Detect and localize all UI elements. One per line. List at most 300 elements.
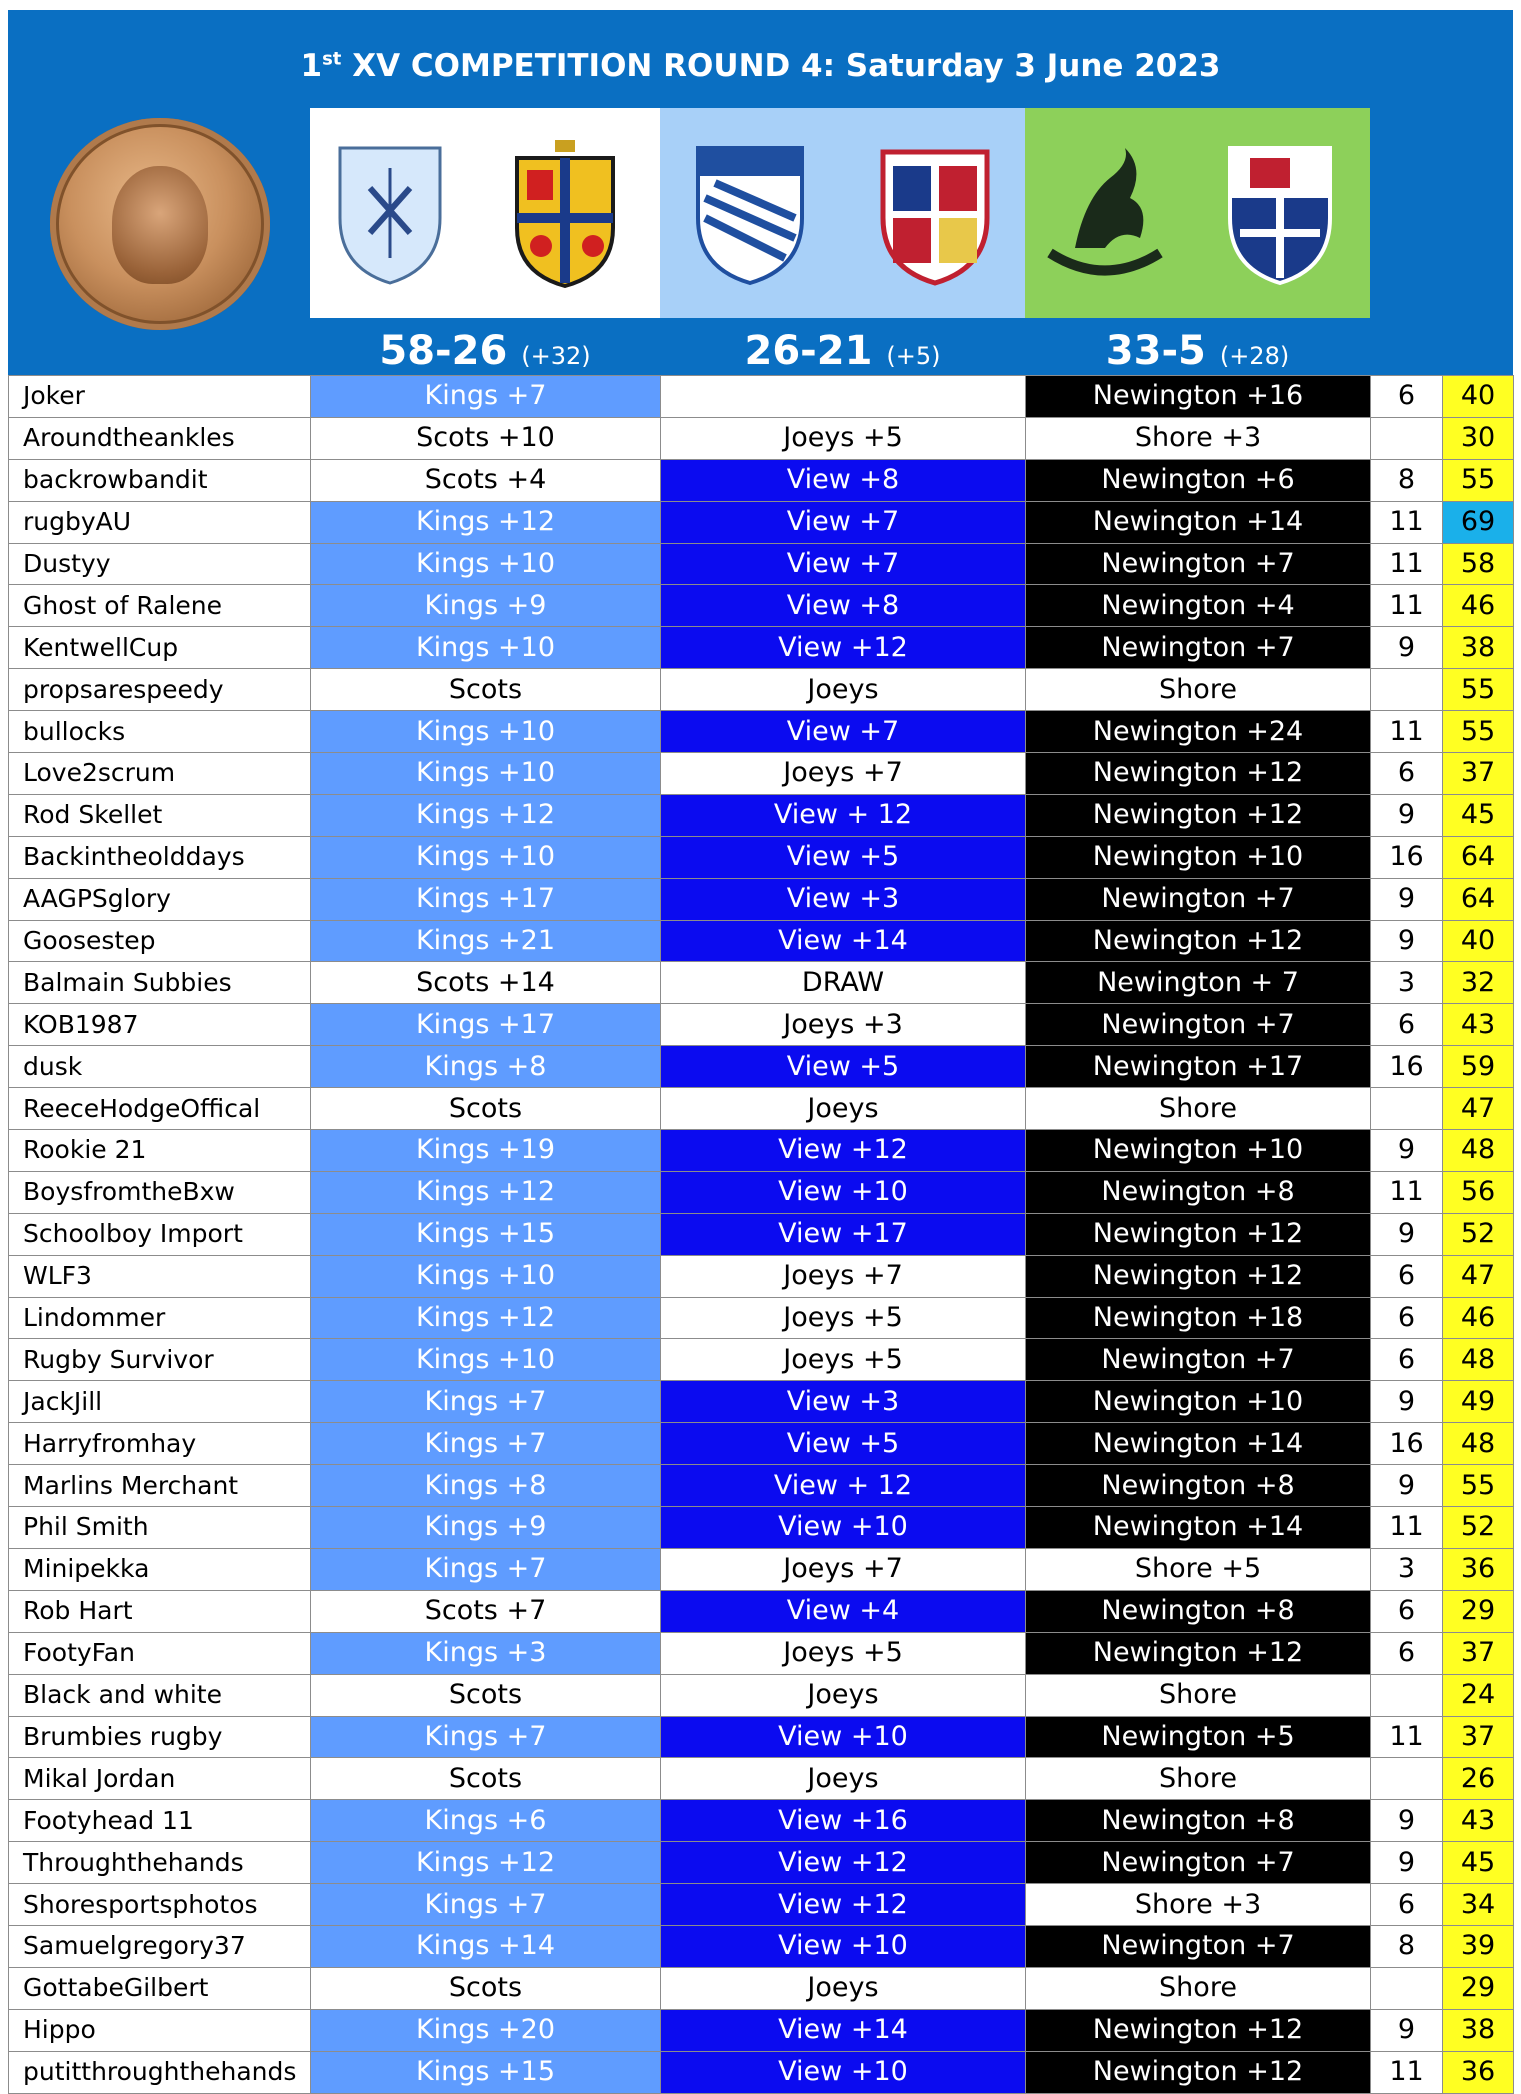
total-points: 64 [1443, 836, 1514, 878]
total-points: 69 [1443, 501, 1514, 543]
game2-score-value: 26-21 [744, 328, 873, 374]
game1-tip: Scots [311, 1674, 661, 1716]
game3-tip: Newington +5 [1026, 1716, 1371, 1758]
game3-tip: Newington +12 [1026, 753, 1371, 795]
game1-tip: Kings +7 [311, 1548, 661, 1590]
game2-tip: View +7 [661, 501, 1026, 543]
total-points: 38 [1443, 2009, 1514, 2051]
total-points: 36 [1443, 2051, 1514, 2093]
table-row [9, 543, 1514, 585]
table-row [9, 1088, 1514, 1130]
round-points: 11 [1371, 1171, 1443, 1213]
game1-tip: Kings +12 [311, 1842, 661, 1884]
tipping-table-body [9, 376, 1514, 2094]
game3-tip: Newington +8 [1026, 1171, 1371, 1213]
round-points: 11 [1371, 1507, 1443, 1549]
table-row [9, 878, 1514, 920]
game3-tip: Newington +14 [1026, 501, 1371, 543]
game2-crests [660, 108, 1025, 318]
tipper-name: Rookie 21 [9, 1130, 311, 1172]
total-points: 55 [1443, 1465, 1514, 1507]
total-points: 29 [1443, 1590, 1514, 1632]
game2-tip: View +10 [661, 1171, 1026, 1213]
game3-tip: Shore +3 [1026, 1884, 1371, 1926]
game1-tip: Kings +9 [311, 585, 661, 627]
game2-tip: View +7 [661, 543, 1026, 585]
round-points [1371, 1758, 1443, 1800]
game2-tip: View +17 [661, 1213, 1026, 1255]
game2-tip: View +8 [661, 585, 1026, 627]
tipper-name: Rob Hart [9, 1590, 311, 1632]
header-banner [8, 10, 1513, 375]
game3-tip: Newington +17 [1026, 1046, 1371, 1088]
table-row [9, 1465, 1514, 1507]
table-row [9, 501, 1514, 543]
table-row [9, 1842, 1514, 1884]
game2-tip: View +12 [661, 1130, 1026, 1172]
total-points: 46 [1443, 585, 1514, 627]
round-points: 6 [1371, 1255, 1443, 1297]
round-points [1371, 1088, 1443, 1130]
game2-tip: View +4 [661, 1590, 1026, 1632]
round-points: 9 [1371, 1381, 1443, 1423]
total-points: 47 [1443, 1255, 1514, 1297]
game1-tip: Kings +7 [311, 1716, 661, 1758]
round-points: 11 [1371, 543, 1443, 585]
tipper-name: Dustyy [9, 543, 311, 585]
tipper-name: Backintheolddays [9, 836, 311, 878]
game1-tip: Kings +9 [311, 1507, 661, 1549]
game3-margin: (+28) [1219, 342, 1290, 370]
newington-crest-icon [1045, 138, 1165, 288]
game3-tip: Newington +7 [1026, 543, 1371, 585]
game3-tip: Newington +10 [1026, 1381, 1371, 1423]
game3-tip: Newington +4 [1026, 585, 1371, 627]
game3-tip: Newington +12 [1026, 1255, 1371, 1297]
game3-tip: Shore [1026, 1967, 1371, 2009]
game3-tip: Newington +12 [1026, 794, 1371, 836]
game1-tip: Kings +3 [311, 1632, 661, 1674]
game2-tip: Joeys +5 [661, 1339, 1026, 1381]
game3-tip: Newington +6 [1026, 459, 1371, 501]
game1-tip: Kings +12 [311, 1171, 661, 1213]
game1-tip: Scots [311, 1758, 661, 1800]
round-points: 11 [1371, 1716, 1443, 1758]
game3-tip: Newington +10 [1026, 836, 1371, 878]
tipper-name: FootyFan [9, 1632, 311, 1674]
total-points: 36 [1443, 1548, 1514, 1590]
game2-margin: (+5) [886, 342, 941, 370]
total-points: 46 [1443, 1297, 1514, 1339]
tipper-name: Phil Smith [9, 1507, 311, 1549]
game2-tip: View + 12 [661, 1465, 1026, 1507]
game2-tip: Joeys [661, 1674, 1026, 1716]
game2-tip: Joeys +3 [661, 1004, 1026, 1046]
tipper-name: Ghost of Ralene [9, 585, 311, 627]
game1-tip: Kings +10 [311, 711, 661, 753]
total-points: 37 [1443, 753, 1514, 795]
page [8, 10, 1513, 2094]
game1-tip: Kings +21 [311, 920, 661, 962]
tipper-name: ReeceHodgeOffical [9, 1088, 311, 1130]
table-row [9, 920, 1514, 962]
game1-score [310, 328, 660, 374]
game3-tip: Newington +14 [1026, 1423, 1371, 1465]
game2-tip: View +3 [661, 878, 1026, 920]
total-points: 43 [1443, 1800, 1514, 1842]
total-points: 48 [1443, 1423, 1514, 1465]
game3-tip: Newington +12 [1026, 2051, 1371, 2093]
total-points: 24 [1443, 1674, 1514, 1716]
table-row [9, 585, 1514, 627]
round-points: 16 [1371, 1046, 1443, 1088]
game2-tip: View +10 [661, 1716, 1026, 1758]
tipping-table [8, 375, 1514, 2094]
round-points: 9 [1371, 878, 1443, 920]
game2-tip [661, 376, 1026, 418]
round-points: 6 [1371, 1297, 1443, 1339]
kings-crest-icon [330, 138, 450, 288]
game1-tip: Kings +10 [311, 1255, 661, 1297]
game1-tip: Kings +7 [311, 1423, 661, 1465]
tipper-name: Black and white [9, 1674, 311, 1716]
title-superscript: st [322, 48, 342, 70]
total-points: 29 [1443, 1967, 1514, 2009]
game3-tip: Newington +12 [1026, 1632, 1371, 1674]
game2-tip: View +10 [661, 1507, 1026, 1549]
tipper-name: GottabeGilbert [9, 1967, 311, 2009]
total-points: 55 [1443, 669, 1514, 711]
tipper-name: Samuelgregory37 [9, 1925, 311, 1967]
page-title [8, 48, 1513, 84]
game3-tip: Newington +18 [1026, 1297, 1371, 1339]
game2-tip: Joeys +5 [661, 1632, 1026, 1674]
tipper-name: JackJill [9, 1381, 311, 1423]
round-points: 9 [1371, 1213, 1443, 1255]
game1-tip: Scots +4 [311, 459, 661, 501]
table-row [9, 753, 1514, 795]
game1-tip: Kings +7 [311, 1884, 661, 1926]
total-points: 39 [1443, 1925, 1514, 1967]
game3-tip: Newington +24 [1026, 711, 1371, 753]
game1-tip: Kings +19 [311, 1130, 661, 1172]
medal-face-icon [112, 166, 208, 284]
game2-tip: View +3 [661, 1381, 1026, 1423]
game3-tip: Shore [1026, 1088, 1371, 1130]
game3-tip: Newington +12 [1026, 2009, 1371, 2051]
tipper-name: Footyhead 11 [9, 1800, 311, 1842]
tipper-name: bullocks [9, 711, 311, 753]
game3-tip: Shore [1026, 1674, 1371, 1716]
aagps-medal-icon [50, 118, 270, 330]
tipper-name: AAGPSglory [9, 878, 311, 920]
game1-tip: Kings +7 [311, 376, 661, 418]
total-points: 52 [1443, 1507, 1514, 1549]
game2-tip: View +12 [661, 1842, 1026, 1884]
game1-tip: Scots +14 [311, 962, 661, 1004]
game3-tip: Newington +14 [1026, 1507, 1371, 1549]
tipper-name: Harryfromhay [9, 1423, 311, 1465]
table-row [9, 1925, 1514, 1967]
round-points: 9 [1371, 1465, 1443, 1507]
tipper-name: Schoolboy Import [9, 1213, 311, 1255]
game2-tip: View +8 [661, 459, 1026, 501]
tipper-name: KOB1987 [9, 1004, 311, 1046]
game2-score [660, 328, 1025, 374]
tipper-name: Joker [9, 376, 311, 418]
game1-tip: Kings +10 [311, 753, 661, 795]
round-points: 8 [1371, 1925, 1443, 1967]
game2-tip: View +12 [661, 627, 1026, 669]
round-points: 6 [1371, 1339, 1443, 1381]
game2-tip: Joeys +5 [661, 1297, 1026, 1339]
round-points [1371, 1967, 1443, 2009]
game1-tip: Kings +17 [311, 1004, 661, 1046]
title-ordinal: 1 [300, 48, 323, 84]
tipper-name: Goosestep [9, 920, 311, 962]
shore-crest-icon [1220, 138, 1340, 288]
total-points: 30 [1443, 417, 1514, 459]
game1-tip: Scots [311, 1088, 661, 1130]
game1-tip: Kings +6 [311, 1800, 661, 1842]
game3-tip: Newington +7 [1026, 1925, 1371, 1967]
game2-tip: View +10 [661, 1925, 1026, 1967]
round-points: 8 [1371, 459, 1443, 501]
game2-tip: Joeys +7 [661, 1548, 1026, 1590]
tipper-name: Shoresportsphotos [9, 1884, 311, 1926]
game1-crests [310, 108, 660, 318]
tipper-name: Love2scrum [9, 753, 311, 795]
game3-tip: Shore [1026, 669, 1371, 711]
total-points: 26 [1443, 1758, 1514, 1800]
title-text: XV COMPETITION ROUND 4: Saturday 3 June 2023 [352, 48, 1221, 84]
tipper-name: Rugby Survivor [9, 1339, 311, 1381]
game1-tip: Kings +10 [311, 627, 661, 669]
game2-tip: DRAW [661, 962, 1026, 1004]
total-points: 40 [1443, 920, 1514, 962]
game3-score [1025, 328, 1370, 374]
total-points: 45 [1443, 794, 1514, 836]
table-row [9, 1130, 1514, 1172]
game2-tip: View +5 [661, 836, 1026, 878]
game1-tip: Scots +10 [311, 417, 661, 459]
game2-tip: View +5 [661, 1423, 1026, 1465]
game3-tip: Newington +7 [1026, 1004, 1371, 1046]
round-points: 11 [1371, 711, 1443, 753]
total-points: 37 [1443, 1716, 1514, 1758]
game1-tip: Scots [311, 1967, 661, 2009]
game1-tip: Kings +20 [311, 2009, 661, 2051]
game3-tip: Shore +3 [1026, 417, 1371, 459]
game1-score-value: 58-26 [379, 328, 508, 374]
game3-score-value: 33-5 [1105, 328, 1206, 374]
total-points: 32 [1443, 962, 1514, 1004]
game1-tip: Kings +12 [311, 1297, 661, 1339]
tipper-name: rugbyAU [9, 501, 311, 543]
round-points [1371, 1674, 1443, 1716]
game1-tip: Scots [311, 669, 661, 711]
game3-tip: Newington +7 [1026, 878, 1371, 920]
game2-tip: View +16 [661, 1800, 1026, 1842]
table-row [9, 836, 1514, 878]
total-points: 49 [1443, 1381, 1514, 1423]
total-points: 40 [1443, 376, 1514, 418]
total-points: 37 [1443, 1632, 1514, 1674]
scots-crest-icon [505, 138, 625, 288]
game1-tip: Kings +10 [311, 1339, 661, 1381]
tipper-name: Lindommer [9, 1297, 311, 1339]
table-row [9, 1758, 1514, 1800]
total-points: 56 [1443, 1171, 1514, 1213]
game2-tip: Joeys +7 [661, 1255, 1026, 1297]
game3-tip: Newington +12 [1026, 920, 1371, 962]
total-points: 64 [1443, 878, 1514, 920]
game3-tip: Newington +7 [1026, 1339, 1371, 1381]
game3-tip: Newington + 7 [1026, 962, 1371, 1004]
game3-tip: Newington +12 [1026, 1213, 1371, 1255]
table-row [9, 1339, 1514, 1381]
round-points: 6 [1371, 1590, 1443, 1632]
game1-tip: Kings +15 [311, 1213, 661, 1255]
total-points: 58 [1443, 543, 1514, 585]
game1-tip: Kings +10 [311, 836, 661, 878]
tipper-name: WLF3 [9, 1255, 311, 1297]
game2-tip: View +5 [661, 1046, 1026, 1088]
game2-tip: View +10 [661, 2051, 1026, 2093]
round-points: 6 [1371, 376, 1443, 418]
game1-tip: Kings +10 [311, 543, 661, 585]
game2-tip: Joeys [661, 669, 1026, 711]
round-points: 6 [1371, 753, 1443, 795]
table-row [9, 794, 1514, 836]
table-row [9, 1548, 1514, 1590]
tipper-name: Brumbies rugby [9, 1716, 311, 1758]
round-points [1371, 417, 1443, 459]
game2-tip: Joeys +5 [661, 417, 1026, 459]
tipper-name: putitthroughthehands [9, 2051, 311, 2093]
game1-tip: Scots +7 [311, 1590, 661, 1632]
joeys-crest-icon [875, 138, 995, 288]
round-points: 3 [1371, 1548, 1443, 1590]
game2-tip: Joeys [661, 1967, 1026, 2009]
total-points: 48 [1443, 1130, 1514, 1172]
total-points: 55 [1443, 711, 1514, 753]
round-points: 11 [1371, 585, 1443, 627]
total-points: 48 [1443, 1339, 1514, 1381]
table-row [9, 1674, 1514, 1716]
game3-tip: Newington +10 [1026, 1130, 1371, 1172]
table-row [9, 1716, 1514, 1758]
round-points: 9 [1371, 2009, 1443, 2051]
table-row [9, 1507, 1514, 1549]
game3-tip: Newington +7 [1026, 627, 1371, 669]
game3-tip: Shore +5 [1026, 1548, 1371, 1590]
table-row [9, 1967, 1514, 2009]
total-points: 59 [1443, 1046, 1514, 1088]
round-points: 6 [1371, 1004, 1443, 1046]
table-row [9, 1297, 1514, 1339]
game3-tip: Newington +7 [1026, 1842, 1371, 1884]
total-points: 43 [1443, 1004, 1514, 1046]
table-row [9, 459, 1514, 501]
game1-margin: (+32) [521, 342, 591, 370]
game1-tip: Kings +8 [311, 1465, 661, 1507]
game1-tip: Kings +8 [311, 1046, 661, 1088]
game2-tip: View +14 [661, 920, 1026, 962]
round-points: 16 [1371, 1423, 1443, 1465]
table-row [9, 1213, 1514, 1255]
table-row [9, 669, 1514, 711]
game2-tip: Joeys [661, 1088, 1026, 1130]
game3-tip: Newington +16 [1026, 376, 1371, 418]
tipper-name: Minipekka [9, 1548, 311, 1590]
game1-tip: Kings +14 [311, 1925, 661, 1967]
game2-tip: View +7 [661, 711, 1026, 753]
tipper-name: Rod Skellet [9, 794, 311, 836]
table-row [9, 711, 1514, 753]
tipper-name: Hippo [9, 2009, 311, 2051]
round-points: 9 [1371, 1842, 1443, 1884]
tipper-name: backrowbandit [9, 459, 311, 501]
tipper-name: BoysfromtheBxw [9, 1171, 311, 1213]
total-points: 52 [1443, 1213, 1514, 1255]
game3-tip: Shore [1026, 1758, 1371, 1800]
table-row [9, 1590, 1514, 1632]
table-row [9, 1800, 1514, 1842]
table-row [9, 1046, 1514, 1088]
game3-crests [1025, 108, 1370, 318]
round-points: 16 [1371, 836, 1443, 878]
game2-tip: Joeys [661, 1758, 1026, 1800]
round-points: 11 [1371, 2051, 1443, 2093]
game1-tip: Kings +12 [311, 501, 661, 543]
table-row [9, 962, 1514, 1004]
tipper-name: propsarespeedy [9, 669, 311, 711]
tipper-name: dusk [9, 1046, 311, 1088]
game1-tip: Kings +17 [311, 878, 661, 920]
game2-tip: View + 12 [661, 794, 1026, 836]
round-points: 3 [1371, 962, 1443, 1004]
round-points: 9 [1371, 920, 1443, 962]
total-points: 47 [1443, 1088, 1514, 1130]
table-row [9, 1632, 1514, 1674]
game3-tip: Newington +8 [1026, 1800, 1371, 1842]
total-points: 38 [1443, 627, 1514, 669]
table-row [9, 1423, 1514, 1465]
game1-tip: Kings +7 [311, 1381, 661, 1423]
round-points: 11 [1371, 501, 1443, 543]
table-row [9, 627, 1514, 669]
table-row [9, 1171, 1514, 1213]
tipper-name: Aroundtheankles [9, 417, 311, 459]
game1-tip: Kings +15 [311, 2051, 661, 2093]
total-points: 55 [1443, 459, 1514, 501]
total-points: 34 [1443, 1884, 1514, 1926]
tipper-name: Throughthehands [9, 1842, 311, 1884]
table-row [9, 1884, 1514, 1926]
tipper-name: Mikal Jordan [9, 1758, 311, 1800]
table-row [9, 1255, 1514, 1297]
round-points: 9 [1371, 1800, 1443, 1842]
total-points: 45 [1443, 1842, 1514, 1884]
table-row [9, 417, 1514, 459]
tipper-name: Marlins Merchant [9, 1465, 311, 1507]
table-row [9, 1004, 1514, 1046]
game2-tip: Joeys +7 [661, 753, 1026, 795]
game1-tip: Kings +12 [311, 794, 661, 836]
table-row [9, 2051, 1514, 2093]
table-row [9, 376, 1514, 418]
